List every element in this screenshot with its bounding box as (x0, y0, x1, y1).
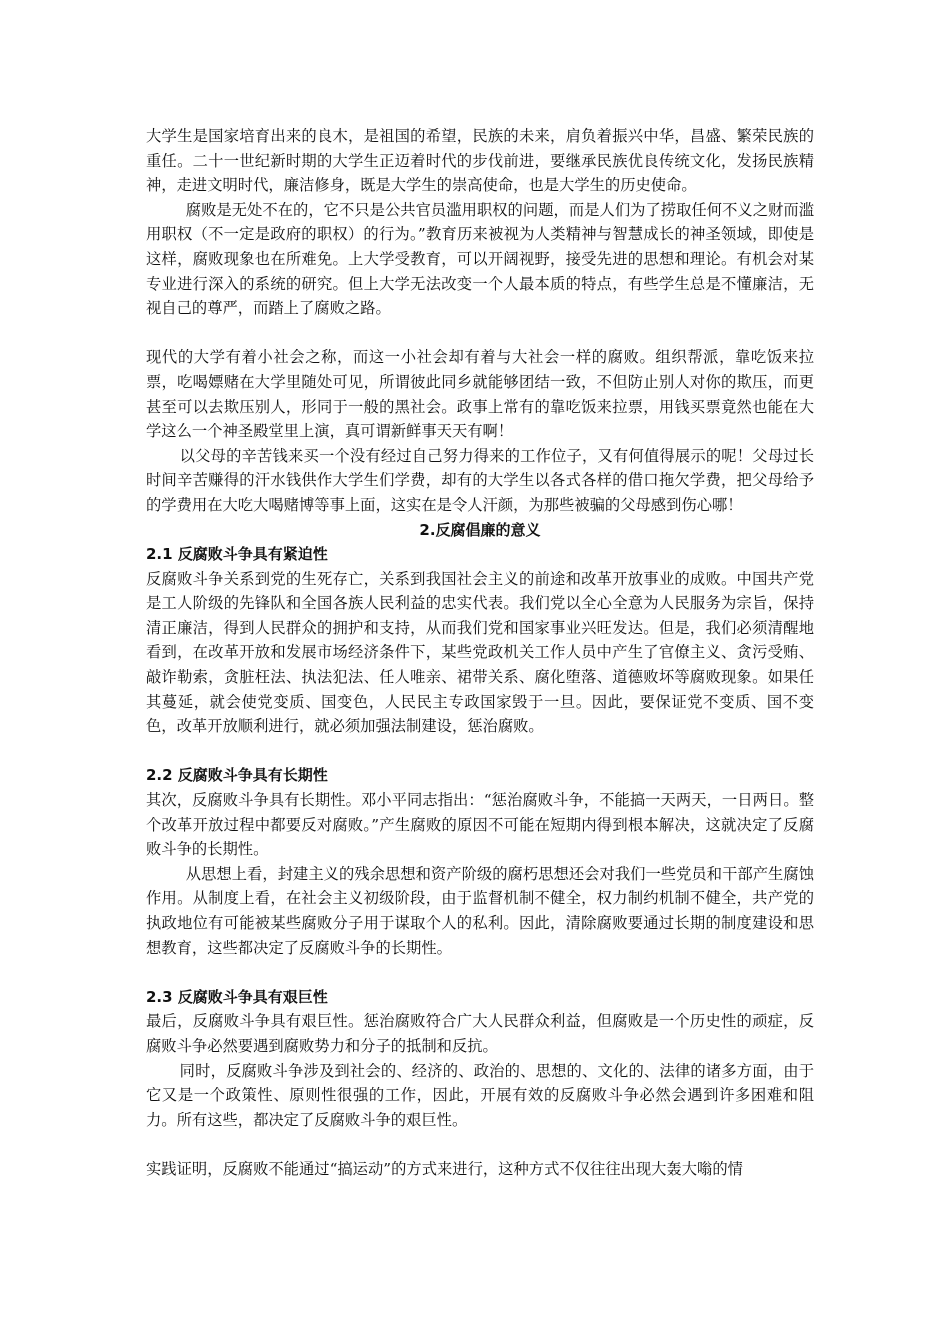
paragraph-gap (146, 1132, 814, 1157)
document-page (146, 124, 814, 1182)
subsection-heading-2-1: 2.1 反腐败斗争具有紧迫性 (146, 545, 328, 564)
intro-paragraph-2: 腐败是无处不在的，它不只是公共官员滥用职权的问题，而是人们为了捞取任何不义之财而滥用职权（不一定是政府的职权）的行为。”教育历来被视为人类精神与智慧成长的神圣领域，即使是这样，腐败现象也在所难免。上大学受教育，可以开阔视野，接受先进的思想和理论。有机会对某专业进行深入的系统的研究。但上大学无法改变一个人最本质的特点，有些学生总是不懂廉洁，无视自己的尊严，而踏上了腐败之路。 (146, 200, 814, 318)
subsection-heading-2-2: 2.2 反腐败斗争具有长期性 (146, 766, 328, 785)
subsection-2-2-paragraph-2: 从思想上看，封建主义的残余思想和资产阶级的腐朽思想还会对我们一些党员和干部产生腐蚀作用。从制度上看，在社会主义初级阶段，由于监督机制不健全，权力制约机制不健全，共产党的执政地位有可能被某些腐败分子用于谋取个人的私利。因此，清除腐败要通过长期的制度建设和思想教育，这些都决定了反腐败斗争的长期性。 (146, 864, 814, 957)
paragraph-gap (146, 960, 814, 985)
subsection-2-3-paragraph-1: 最后，反腐败斗争具有艰巨性。惩治腐败符合广大人民群众利益，但腐败是一个历史性的顽症，反腐败斗争必然要遇到腐败势力和分子的抵制和反抗。 (146, 1012, 814, 1055)
intro-paragraph-4: 以父母的辛苦钱来买一个没有经过自己努力得来的工作位子，又有何值得展示的呢！父母过长时间辛苦赚得的汗水钱供作大学生们学费，却有的大学生以各式各样的借口拖欠学费，把父母给予的学费用在大吃大喝赌博等事上面，这实在是令人汗颜，为那些被骗的父母感到伤心哪！ (146, 446, 814, 514)
subsection-heading-2-3: 2.3 反腐败斗争具有艰巨性 (146, 987, 328, 1006)
subsection-2-1-paragraph-1: 反腐败斗争关系到党的生死存亡，关系到我国社会主义的前途和改革开放事业的成败。中国共产党是工人阶级的先锋队和全国各族人民利益的忠实代表。我们党以全心全意为人民服务为宗旨，保持清正廉洁，得到人民群众的拥护和支持，从而我们党和国家事业兴旺发达。但是，我们必须清醒地看到，在改革开放和发展市场经济条件下，某些党政机关工作人员中产生了官僚主义、贪污受贿、敲诈勒索，贪脏枉法、执法犯法、任人唯亲、裙带关系、腐化堕落、道德败坏等腐败现象。如果任其蔓延，就会使党变质、国变色，人民民主专政国家毁于一旦。因此，要保证党不变质、国不变色，改革开放顺利进行，就必须加强法制建设，惩治腐败。 (146, 569, 814, 736)
intro-paragraph-1: 大学生是国家培育出来的良木，是祖国的希望，民族的未来，肩负着振兴中华，昌盛、繁荣民族的重任。二十一世纪新时期的大学生正迈着时代的步伐前进，要继承民族优良传统文化，发扬民族精神，走进文明时代，廉洁修身，既是大学生的崇高使命，也是大学生的历史使命。 (146, 127, 814, 195)
section-title: 2.反腐倡廉的意义 (419, 520, 541, 539)
subsection-2-2-paragraph-1: 其次，反腐败斗争具有长期性。邓小平同志指出：“惩治腐败斗争，不能搞一天两天，一日两日。整个改革开放过程中都要反对腐败。”产生腐败的原因不可能在短期内得到根本解决，这就决定了反腐败斗争的长期性。 (146, 791, 814, 859)
intro-paragraph-3: 现代的大学有着小社会之称，而这一小社会却有着与大社会一样的腐败。组织帮派，靠吃饭来拉票，吃喝嫖赌在大学里随处可见，所谓彼此同乡就能够团结一致，不但防止别人对你的欺压，而更甚至可以去欺压别人，形同于一般的黑社会。政事上常有的靠吃饭来拉票，用钱买票竟然也能在大学这么一个神圣殿堂里上演，真可谓新鲜事天天有啊！ (146, 348, 814, 441)
subsection-2-3-paragraph-2: 同时，反腐败斗争涉及到社会的、经济的、政治的、思想的、文化的、法律的诸多方面，由于它又是一个政策性、原则性很强的工作，因此，开展有效的反腐败斗争必然会遇到许多困难和阻力。所有这些，都决定了反腐败斗争的艰巨性。 (146, 1061, 814, 1129)
closing-paragraph: 实践证明，反腐败不能通过“搞运动”的方式来进行，这种方式不仅往往出现大轰大嗡的情 (146, 1159, 743, 1178)
paragraph-gap (146, 321, 814, 346)
paragraph-gap (146, 739, 814, 764)
